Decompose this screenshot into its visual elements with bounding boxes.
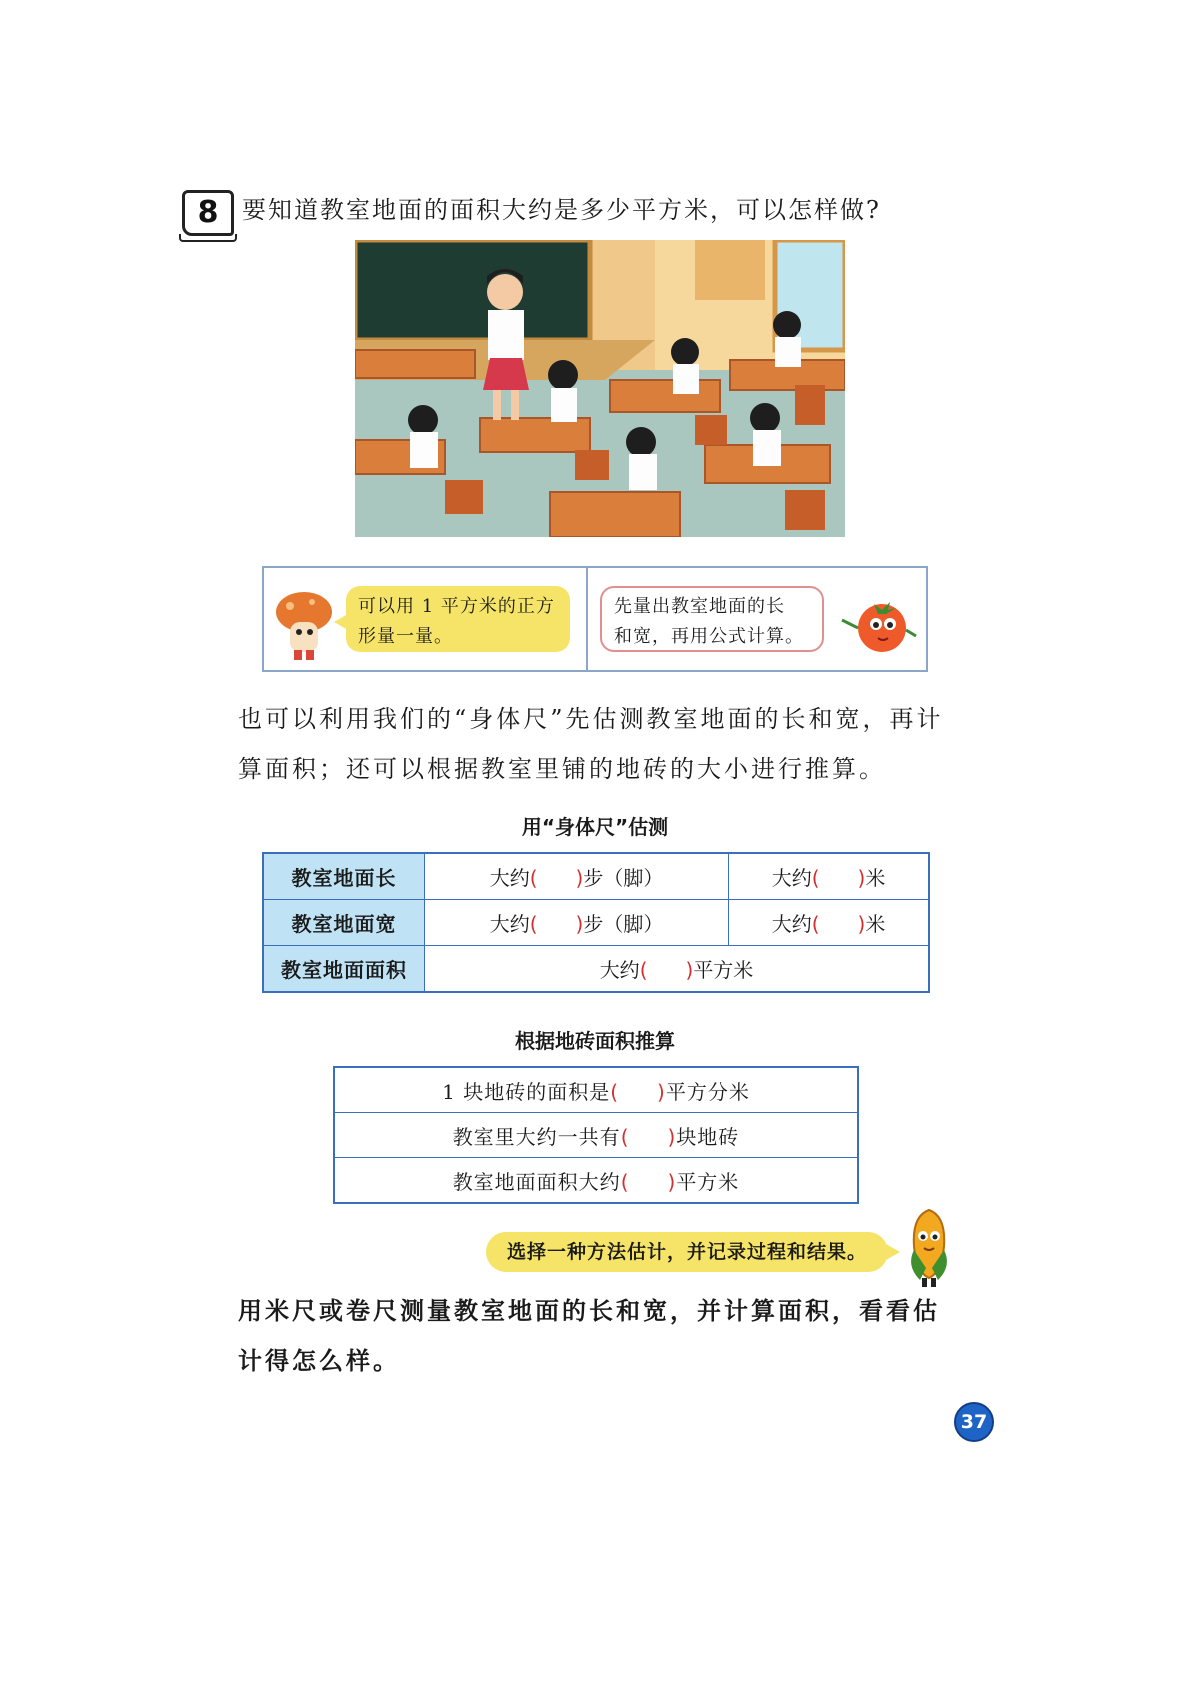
paren-open: ( [529,866,538,890]
floor-tile-table [333,1066,859,1204]
tile-count-unit: 块地砖 [676,1124,740,1149]
area-cell [425,946,930,993]
problem-number-badge: 8 [182,190,234,236]
floor-area-cell [334,1158,858,1204]
paren-open: ( [529,912,538,936]
steps-unit: 步（脚） [583,866,664,890]
sqm-unit: 平方米 [693,958,754,982]
speech-panel-divider [586,566,588,672]
page-number: 37 [954,1402,994,1442]
steps-unit: 步（脚） [583,912,664,936]
tile-area-label: 1 块地砖的面积是 [442,1079,611,1104]
tip-bubble-tail [886,1244,900,1260]
floor-area-unit: 平方米 [676,1169,740,1194]
width-steps-cell [425,900,729,946]
paren-open: ( [811,912,820,936]
tile-count-label: 教室里大约一共有 [452,1124,621,1149]
speech-bubble-left [346,586,570,652]
table2-caption: 根据地砖面积推算 [515,1029,675,1053]
about-label: 大约 [771,866,812,890]
paren-open: ( [610,1079,620,1104]
paren-close: ) [857,912,866,936]
about-label: 大约 [771,912,812,936]
floor-area-label: 教室地面面积大约 [452,1169,621,1194]
paren-close: ) [657,1079,666,1104]
table-row [334,1158,858,1204]
table-row [263,900,929,946]
tomato-character-icon [838,592,918,656]
about-label: 大约 [489,912,530,936]
about-label: 大约 [489,866,530,890]
paren-open: ( [811,866,820,890]
tile-area-unit: 平方分米 [665,1079,750,1104]
paren-close: ) [667,1124,677,1149]
mushroom-character-icon [272,590,336,664]
row-header-length: 教室地面长 [263,853,425,900]
problem-question: 要知道教室地面的面积大约是多少平方米，可以怎样做? [242,196,881,224]
table1-caption: 用“身体尺”估测 [521,815,669,839]
speech-bubble-right [600,586,824,652]
intro-paragraph: 也可以利用我们的“身体尺”先估测教室地面的长和宽，再计算面积；还可以根据教室里铺的地砖的大小进行推算。 [238,705,944,783]
speech-left-line2: 形量一量。 [358,626,453,647]
paren-close: ) [575,912,584,936]
length-steps-cell [425,853,729,900]
paren-close: ) [857,866,866,890]
about-label: 大约 [599,958,640,982]
paren-open: ( [639,958,648,982]
length-meters-cell [729,853,929,900]
classroom-illustration [355,240,845,537]
body-ruler-estimate-table [262,852,930,993]
row-header-area: 教室地面面积 [263,946,425,993]
table-row [334,1113,858,1158]
speech-left-line1: 可以用 1 平方米的正方 [358,596,555,617]
width-meters-cell [729,900,929,946]
paren-open: ( [620,1169,630,1194]
paren-close: ) [667,1169,677,1194]
paren-open: ( [620,1124,630,1149]
meter-unit: 米 [865,866,886,890]
speech-right-line2: 和宽，再用公式计算。 [614,626,804,647]
tile-count-cell [334,1113,858,1158]
paren-close: ) [685,958,694,982]
meter-unit: 米 [865,912,886,936]
row-header-width: 教室地面宽 [263,900,425,946]
tile-area-cell [334,1067,858,1113]
measure-paragraph: 用米尺或卷尺测量教室地面的长和宽，并计算面积，看看估计得怎么样。 [238,1296,940,1375]
corn-character-icon [900,1206,958,1288]
tip-bubble: 选择一种方法估计，并记录过程和结果。 [486,1232,888,1272]
table-row [263,853,929,900]
paren-close: ) [575,866,584,890]
speech-right-line1: 先量出教室地面的长 [614,596,785,617]
table-row [263,946,929,993]
table-row [334,1067,858,1113]
